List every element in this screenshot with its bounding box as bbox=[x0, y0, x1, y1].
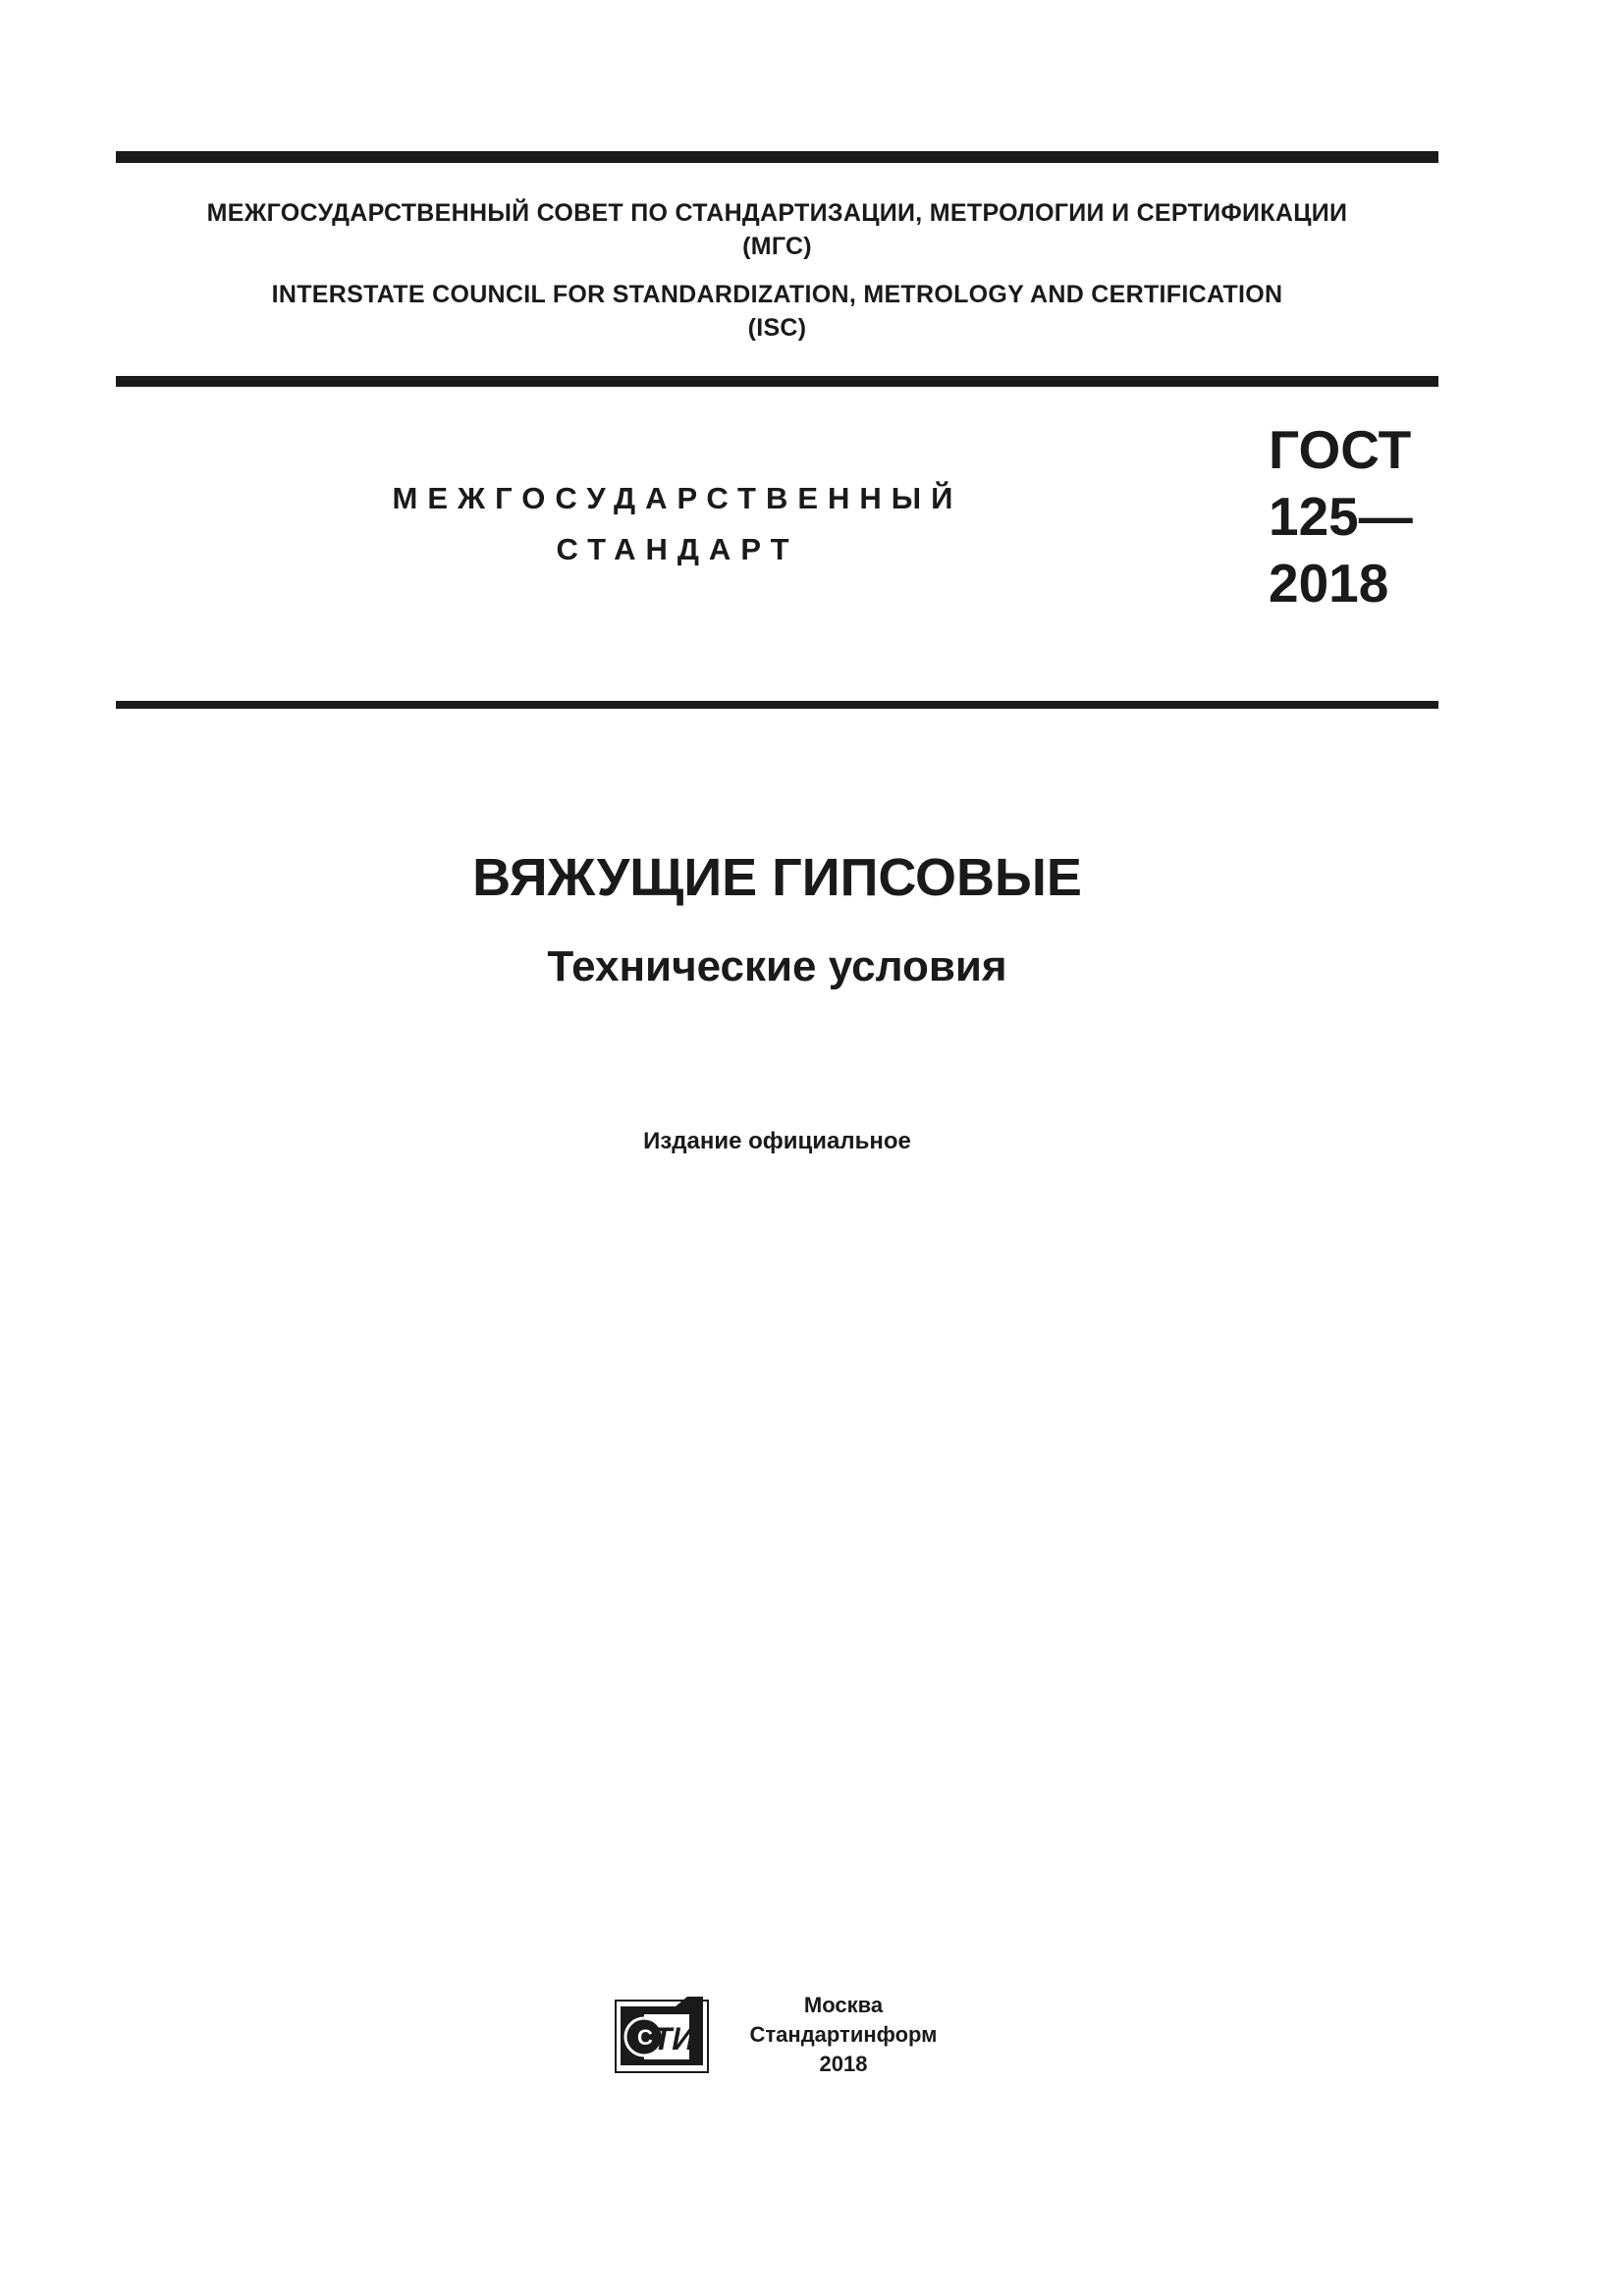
council-abbr-en: (ISC) bbox=[747, 314, 807, 342]
standard-kind bbox=[295, 473, 1060, 575]
standard-kind-line1: МЕЖГОСУДАРСТВЕННЫЙ bbox=[392, 481, 963, 515]
document-subtitle: Технические условия bbox=[547, 942, 1007, 990]
logo-letter-ti: ТИ bbox=[652, 2021, 695, 2056]
standartinform-logo-icon bbox=[615, 1995, 709, 2073]
logo-letter-s: C bbox=[637, 2025, 653, 2050]
standard-code-number: 125— bbox=[1269, 486, 1413, 547]
edition-note: Издание официальное bbox=[643, 1128, 911, 1154]
council-abbr-ru: (МГС) bbox=[742, 233, 812, 260]
council-name-en bbox=[116, 278, 1438, 345]
standard-code-prefix: ГОСТ bbox=[1269, 419, 1412, 480]
standard-kind-line2: СТАНДАРТ bbox=[556, 532, 799, 566]
standard-code-year: 2018 bbox=[1269, 553, 1389, 614]
publisher-block bbox=[731, 1991, 956, 2079]
council-name-ru-line: МЕЖГОСУДАРСТВЕННЫЙ СОВЕТ ПО СТАНДАРТИЗАЦИИ, МЕТРОЛОГИИ И СЕРТИФИКАЦИИ bbox=[206, 199, 1348, 227]
lower-rule bbox=[116, 701, 1438, 709]
top-rule bbox=[116, 151, 1438, 163]
middle-rule bbox=[116, 376, 1438, 387]
council-name-ru bbox=[116, 196, 1438, 263]
document-title: ВЯЖУЩИЕ ГИПСОВЫЕ bbox=[472, 848, 1082, 907]
council-name-en-line: INTERSTATE COUNCIL FOR STANDARDIZATION, METROLOGY AND CERTIFICATION bbox=[271, 281, 1283, 308]
standard-code bbox=[1269, 416, 1413, 616]
publisher-year: 2018 bbox=[819, 2052, 868, 2076]
publisher-name: Стандартинформ bbox=[749, 2022, 938, 2047]
publisher-city: Москва bbox=[803, 1993, 884, 2017]
